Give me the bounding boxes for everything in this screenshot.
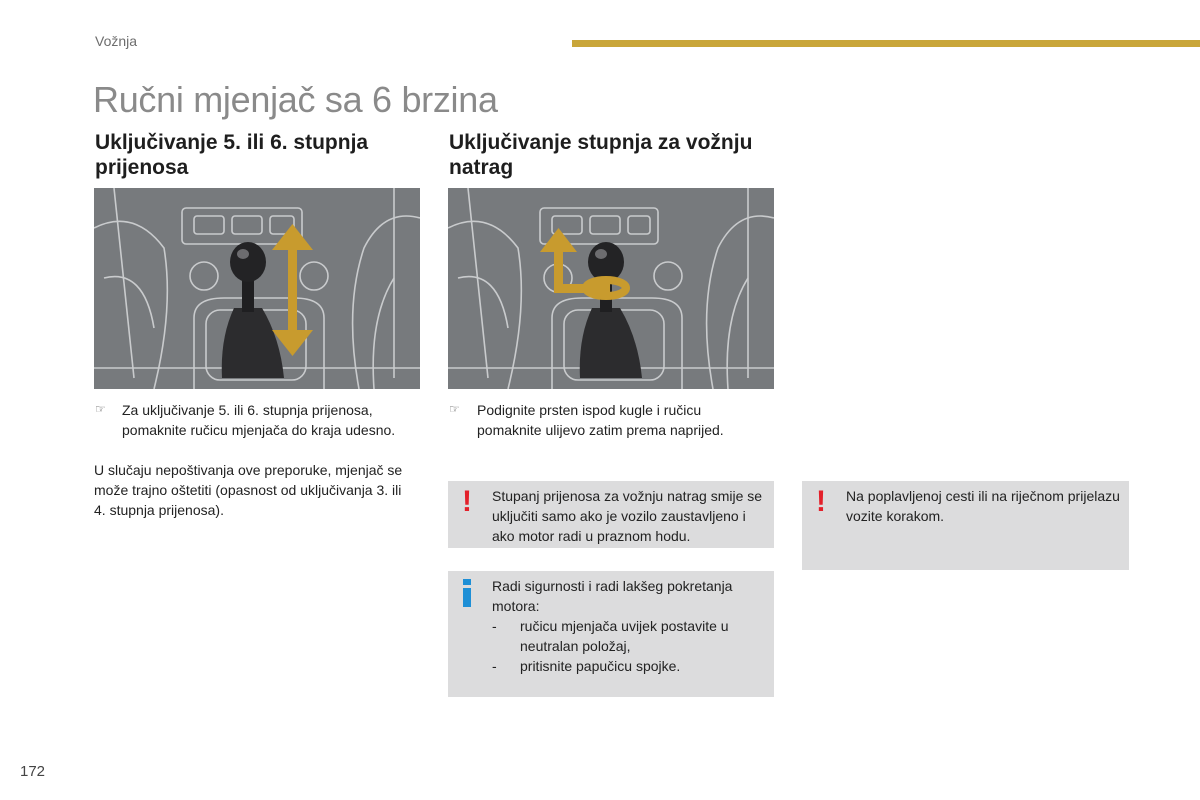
info-text bbox=[492, 576, 766, 676]
gear-shift-up-down-icon bbox=[94, 188, 420, 389]
header-rule bbox=[572, 40, 1200, 47]
illustration-reverse-gear bbox=[448, 188, 774, 389]
page-number: 172 bbox=[20, 763, 46, 780]
warning-note-flooded-road bbox=[802, 481, 1129, 570]
instruction-reverse-gear: Podignite prsten ispod kugle i ručicu pomaknite ulijevo zatim prema naprijed. bbox=[477, 402, 724, 438]
pointing-hand-icon: ☞ bbox=[95, 402, 106, 416]
info-item-neutral: ručicu mjenjača uvijek postavite u neutralan položaj, bbox=[520, 618, 729, 654]
heading-reverse-gear: Uključivanje stupnja za vožnju natrag bbox=[449, 131, 753, 179]
info-intro: Radi sigurnosti i radi lakšeg pokretanja motora: bbox=[492, 578, 733, 614]
instruction-gear-5-6: Za uključivanje 5. ili 6. stupnja prijenosa, pomaknite ručicu mjenjača do kraja udesno. bbox=[122, 402, 396, 438]
info-item-clutch: pritisnite papučicu spojke. bbox=[520, 658, 681, 674]
info-list bbox=[492, 616, 766, 676]
warning-exclamation-icon: ! bbox=[816, 485, 826, 518]
page-title: Ručni mjenjač sa 6 brzina bbox=[93, 79, 498, 120]
list-item bbox=[492, 656, 766, 676]
heading-gear-5-6: Uključivanje 5. ili 6. stupnja prijenosa bbox=[95, 131, 369, 179]
warning-note-reverse bbox=[448, 481, 774, 548]
gear-shift-reverse-icon bbox=[448, 188, 774, 389]
pointing-hand-icon: ☞ bbox=[449, 402, 460, 416]
warning-exclamation-icon: ! bbox=[462, 485, 472, 518]
info-icon bbox=[460, 579, 474, 607]
list-dash: - bbox=[492, 618, 497, 634]
illustration-gear-5-6 bbox=[94, 188, 420, 389]
info-note-starting bbox=[448, 571, 774, 697]
section-label: Vožnja bbox=[95, 33, 138, 49]
list-item bbox=[492, 616, 766, 656]
warning-text-reverse: Stupanj prijenosa za vožnju natrag smije se uključiti samo ako je vozilo zaustavljeno i ako motor radi u praznom hodu. bbox=[492, 488, 763, 544]
warning-text-flooded-road: Na poplavljenoj cesti ili na riječnom prijelazu vozite korakom. bbox=[846, 488, 1120, 524]
list-dash: - bbox=[492, 658, 497, 674]
caution-paragraph: U slučaju nepoštivanja ove preporuke, mjenjač se može trajno oštetiti (opasnost od uključivanja 3. ili 4. stupnja prijenosa). bbox=[94, 462, 403, 518]
